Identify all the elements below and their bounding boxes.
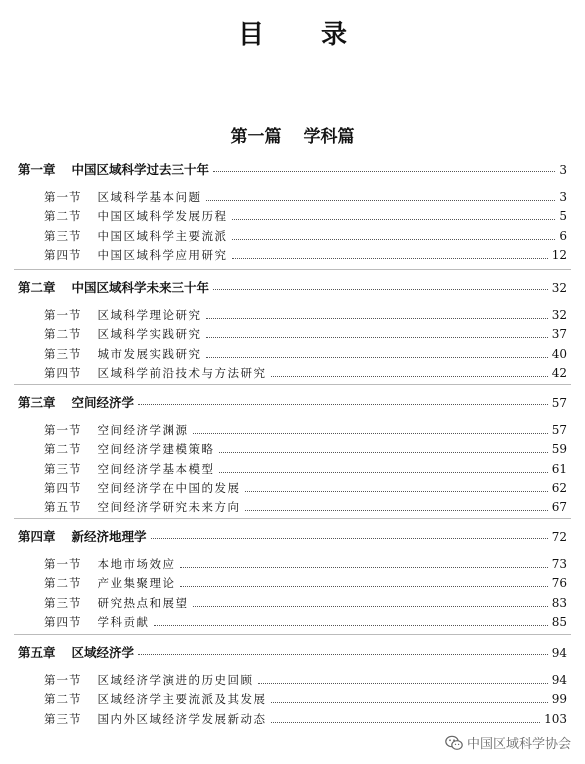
section-title: 区域科学理论研究 [97, 308, 202, 322]
section-page: 42 [551, 365, 567, 380]
toc-section-row[interactable] [0, 208, 585, 226]
section-label [0, 461, 215, 477]
chapter-title: 中国区域科学过去三十年 [71, 162, 210, 177]
section-label [0, 595, 189, 611]
chapter-divider [14, 634, 571, 635]
section-label [0, 247, 228, 263]
section-label [0, 365, 267, 381]
section-title: 城市发展实践研究 [97, 346, 202, 361]
section-label [0, 672, 254, 688]
chapter-title: 新经济地理学 [71, 529, 147, 544]
dot-leader [138, 643, 548, 655]
chapter-page: 32 [551, 281, 567, 295]
section-number: 第一节 [44, 423, 82, 437]
dot-leader [206, 346, 548, 358]
chapter-number: 第三章 [18, 395, 56, 410]
toc-section-row[interactable] [0, 672, 585, 690]
section-page: 94 [551, 673, 567, 687]
section-label [0, 614, 150, 630]
section-page: 59 [551, 442, 567, 457]
section-title: 空间经济学渊源 [97, 423, 189, 437]
section-page: 40 [551, 346, 567, 361]
dot-leader [258, 672, 548, 684]
dot-leader [213, 160, 555, 172]
watermark [445, 733, 571, 752]
section-label [0, 307, 202, 323]
section-page: 103 [544, 711, 567, 726]
toc-section-row[interactable] [0, 326, 585, 344]
section-page: 73 [551, 557, 567, 571]
chapter-page: 72 [551, 530, 567, 544]
dot-leader [138, 393, 548, 405]
section-title: 中国区域科学应用研究 [97, 247, 228, 262]
toc-chapter-row[interactable] [0, 160, 585, 178]
section-title: 中国区域科学发展历程 [97, 209, 228, 224]
toc-section-row[interactable] [0, 480, 585, 498]
section-number: 第二节 [44, 327, 82, 342]
section-number: 第三节 [44, 595, 82, 610]
dot-leader [245, 480, 548, 492]
section-title: 区域科学前沿技术与方法研究 [97, 365, 267, 380]
dot-leader [232, 247, 548, 259]
section-label [0, 480, 241, 496]
section-title: 产业集聚理论 [97, 576, 176, 591]
toc-section-row[interactable] [0, 575, 585, 593]
section-page: 5 [559, 209, 567, 224]
section-number: 第三节 [44, 461, 82, 476]
section-page: 85 [551, 614, 567, 629]
section-title: 中国区域科学主要流派 [97, 228, 228, 243]
section-label [0, 711, 267, 727]
toc-section-row[interactable] [0, 711, 585, 729]
section-page: 3 [559, 190, 567, 204]
toc-section-row[interactable] [0, 247, 585, 265]
chapter-label [0, 643, 134, 661]
toc-section-row[interactable] [0, 691, 585, 709]
section-page: 62 [551, 480, 567, 495]
toc-section-row[interactable] [0, 614, 585, 632]
section-title: 空间经济学在中国的发展 [97, 480, 241, 495]
section-number: 第四节 [44, 365, 82, 380]
toc-chapter-row[interactable] [0, 393, 585, 411]
section-number: 第二节 [44, 209, 82, 224]
section-page: 99 [551, 692, 567, 707]
dot-leader [232, 228, 556, 240]
toc-section-row[interactable] [0, 228, 585, 246]
section-number: 第四节 [44, 247, 82, 262]
section-number: 第四节 [44, 480, 82, 495]
section-label [0, 691, 267, 707]
section-title: 区域科学实践研究 [97, 327, 202, 342]
dot-leader [271, 711, 541, 723]
toc-section-row[interactable] [0, 365, 585, 383]
section-title: 空间经济学研究未来方向 [97, 500, 241, 515]
section-number: 第一节 [44, 557, 82, 571]
section-title: 研究热点和展望 [97, 595, 189, 610]
section-number: 第三节 [44, 711, 82, 726]
section-page: 32 [551, 308, 567, 322]
section-number: 第一节 [44, 308, 82, 322]
section-page: 12 [551, 247, 567, 262]
toc-chapter-row[interactable] [0, 643, 585, 661]
section-number: 第一节 [44, 673, 82, 687]
section-label [0, 441, 215, 457]
chapter-title: 中国区域科学未来三十年 [71, 280, 210, 295]
chapter-number: 第五章 [18, 645, 56, 660]
section-number: 第二节 [44, 692, 82, 707]
section-title: 区域科学基本问题 [97, 190, 202, 204]
chapter-page: 3 [559, 163, 567, 177]
section-title: 区域经济学演进的历史回顾 [97, 673, 254, 687]
chapter-number: 第一章 [18, 162, 56, 177]
chapter-divider [14, 384, 571, 385]
section-number: 第一节 [44, 190, 82, 204]
toc-chapter-row[interactable] [0, 527, 585, 545]
dot-leader [206, 189, 556, 201]
section-number: 第二节 [44, 442, 82, 457]
chapter-divider [14, 269, 571, 270]
section-page: 37 [551, 327, 567, 342]
toc-section-row[interactable] [0, 595, 585, 613]
section-title: 学科贡献 [97, 614, 150, 629]
section-page: 67 [551, 500, 567, 515]
section-page: 61 [551, 461, 567, 476]
toc-section-row[interactable] [0, 499, 585, 517]
chapter-label [0, 527, 147, 545]
dot-leader [193, 595, 548, 607]
toc-section-row[interactable] [0, 556, 585, 574]
dot-leader [271, 365, 548, 377]
chapter-number: 第四章 [18, 529, 56, 544]
dot-leader [232, 208, 556, 220]
chapter-divider [14, 518, 571, 519]
chapter-title: 区域经济学 [71, 645, 135, 660]
chapter-label [0, 393, 134, 411]
section-title: 区域经济学主要流派及其发展 [97, 692, 267, 707]
section-number: 第四节 [44, 614, 82, 629]
dot-leader [151, 527, 548, 539]
chapter-number: 第二章 [18, 280, 56, 295]
dot-leader [193, 422, 548, 434]
dot-leader [180, 575, 548, 587]
toc-section-row[interactable] [0, 441, 585, 459]
section-title: 国内外区域经济学发展新动态 [97, 711, 267, 726]
dot-leader [180, 556, 548, 568]
part-title [0, 122, 585, 147]
section-label [0, 208, 228, 224]
section-page: 6 [559, 228, 567, 243]
section-label [0, 499, 241, 515]
dot-leader [271, 691, 548, 703]
section-label [0, 575, 176, 591]
section-label [0, 556, 176, 572]
part-name: 学科篇 [303, 127, 355, 147]
section-label [0, 228, 228, 244]
toc-chapter-row[interactable] [0, 278, 585, 296]
section-title: 空间经济学基本模型 [97, 461, 215, 476]
section-label [0, 326, 202, 342]
dot-leader [219, 461, 548, 473]
dot-leader [245, 499, 548, 511]
section-title: 本地市场效应 [97, 557, 176, 571]
section-label [0, 189, 202, 205]
page-title: 目 录 [237, 20, 372, 50]
section-page: 57 [551, 423, 567, 437]
wechat-icon [445, 735, 463, 751]
chapter-page: 57 [551, 396, 567, 410]
dot-leader [206, 307, 548, 319]
watermark-text: 中国区域科学协会 [466, 737, 571, 752]
toc-section-row[interactable] [0, 461, 585, 479]
section-page: 83 [551, 595, 567, 610]
toc-section-row[interactable] [0, 346, 585, 364]
dot-leader [154, 614, 548, 626]
part-number: 第一篇 [230, 127, 282, 147]
section-number: 第三节 [44, 228, 82, 243]
section-number: 第三节 [44, 346, 82, 361]
section-number: 第二节 [44, 576, 82, 591]
section-label [0, 422, 189, 438]
chapter-label [0, 160, 209, 178]
chapter-page: 94 [551, 646, 567, 660]
section-title: 空间经济学建模策略 [97, 442, 215, 457]
toc-section-row[interactable] [0, 189, 585, 207]
dot-leader [206, 326, 548, 338]
section-number: 第五节 [44, 500, 82, 515]
dot-leader [213, 278, 548, 290]
dot-leader [219, 441, 548, 453]
section-page: 76 [551, 576, 567, 591]
chapter-title: 空间经济学 [71, 395, 135, 410]
chapter-label [0, 278, 209, 296]
toc-section-row[interactable] [0, 307, 585, 325]
toc-section-row[interactable] [0, 422, 585, 440]
section-label [0, 346, 202, 362]
